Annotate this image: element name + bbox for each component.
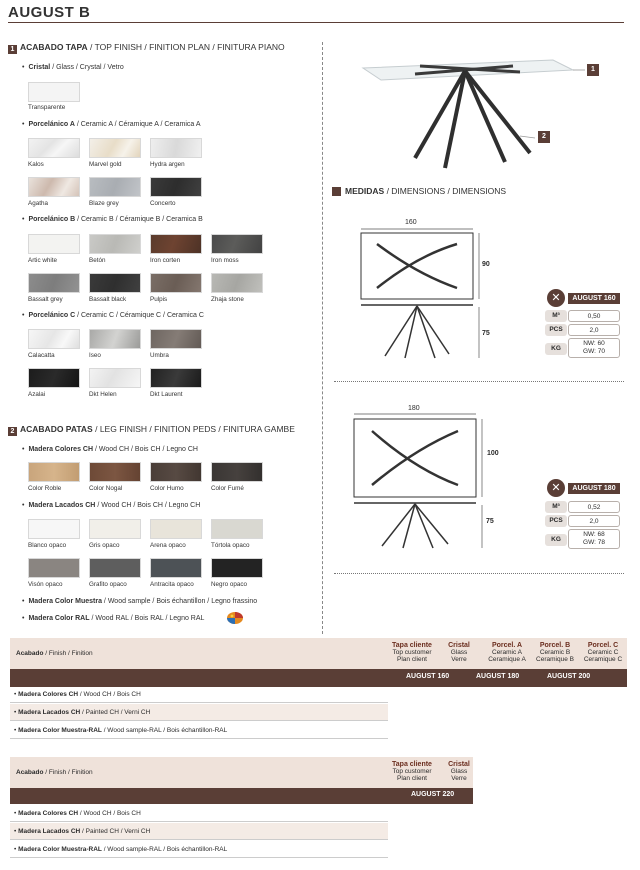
swatch-marvel-gold[interactable]	[89, 138, 141, 158]
dim-160-width: 160	[405, 219, 417, 226]
section-number: 2	[8, 427, 17, 436]
table1-row-label: • Madera Color Muestra-RAL / Wood sample-RAL / Bois échantillon-RAL	[14, 727, 228, 734]
spec-180-nw: NW: 68	[583, 531, 605, 538]
table1-col-tapa	[386, 642, 438, 663]
page-title: AUGUST B	[8, 4, 91, 21]
col-sub: Verre	[451, 656, 467, 663]
swatch-gris-opaco[interactable]	[89, 519, 141, 539]
subhead-rest: / Ceramic B / Céramique B / Ceramica B	[75, 216, 203, 223]
col-title: Cristal	[448, 761, 470, 768]
col-sub: Plan client	[397, 656, 427, 663]
table2-acabado-label	[16, 769, 93, 776]
swatch-label: Kalos	[28, 161, 44, 168]
subhead-bold: Porcelánico B	[28, 216, 76, 223]
swatch-label: Calacatta	[28, 352, 55, 359]
swatch-label: Antracita opaco	[150, 581, 194, 588]
swatch-zhaja-stone[interactable]	[211, 273, 263, 293]
subhead-rest: / Wood sample / Bois échantillon / Legno frassino	[101, 598, 258, 605]
swatch-iron-corten[interactable]	[150, 234, 202, 254]
table1-model: AUGUST 160	[406, 673, 450, 680]
dim-180-width: 180	[408, 405, 420, 412]
swatch-calacatta[interactable]	[28, 329, 80, 349]
swatch-tortola-opaco[interactable]	[211, 519, 263, 539]
swatch-label: Arena opaco	[150, 542, 186, 549]
swatch-antracita-opaco[interactable]	[150, 558, 202, 578]
swatch-negro-opaco[interactable]	[211, 558, 263, 578]
callout-top: 1	[587, 64, 599, 76]
col-sub: Top customer	[392, 768, 432, 775]
product-photo	[345, 40, 585, 175]
swatch-beton[interactable]	[89, 234, 141, 254]
swatch-blanco-opaco[interactable]	[28, 519, 80, 539]
section-top-finish-heading	[8, 42, 285, 54]
swatch-label: Bassalt grey	[28, 296, 63, 303]
subhead-bold: Madera Color Muestra	[28, 598, 102, 605]
spec-160-value: 0,50	[568, 310, 620, 322]
swatch-label: Blanco opaco	[28, 542, 67, 549]
acabado-bold: Acabado	[16, 769, 44, 776]
subhead-madera-lacados-ch: • Madera Lacados CH / Wood CH / Bois CH / Legno CH	[22, 502, 201, 509]
swatch-color-roble[interactable]	[28, 462, 80, 482]
divider-dotted	[334, 381, 624, 382]
subhead-bold: Madera Color RAL	[28, 615, 90, 622]
table1-model: AUGUST 180	[476, 673, 520, 680]
swatch-grafito-opaco[interactable]	[89, 558, 141, 578]
dim-180-depth: 100	[487, 450, 499, 457]
spec-180-key: M³	[545, 501, 567, 513]
title-rule	[8, 22, 624, 23]
spec-180-weight	[568, 529, 620, 549]
table1-model-bar	[10, 669, 627, 687]
section-heading-bold: ACABADO PATAS	[20, 424, 93, 434]
col-title: Tapa cliente	[392, 761, 432, 768]
swatch-label: Betón	[89, 257, 106, 264]
spec-180-name: AUGUST 180	[568, 483, 620, 494]
dim-160-depth: 90	[482, 261, 490, 268]
swatch-pulpis[interactable]	[150, 273, 202, 293]
swatch-label: Transparente	[28, 104, 66, 111]
swatch-dkt-helen[interactable]	[89, 368, 141, 388]
subhead-bold: Madera Lacados CH	[28, 502, 96, 509]
row-rest: / Painted CH / Verni CH	[80, 709, 151, 716]
col-title: Cristal	[448, 642, 470, 649]
subhead-madera-colores-ch: • Madera Colores CH / Wood CH / Bois CH / Legno CH	[22, 446, 198, 453]
callout-legs: 2	[538, 131, 550, 143]
subhead-madera-color-muestra: • Madera Color Muestra / Wood sample / Bois échantillon / Legno frassino	[22, 598, 258, 605]
subhead-porcelanico-a: • Porcelánico A / Ceramic A / Céramique A / Ceramica A	[22, 121, 201, 128]
acabado-rest: / Finish / Finition	[43, 650, 93, 657]
spec-180-value: 2,0	[568, 515, 620, 527]
swatch-arena-opaco[interactable]	[150, 519, 202, 539]
spec-180-key: PCS	[545, 515, 567, 527]
swatch-label: Azalai	[28, 391, 46, 398]
table2-model-bar	[10, 788, 473, 804]
dim-180-height: 75	[486, 518, 494, 525]
row-rest: / Wood CH / Bois CH	[78, 810, 141, 817]
table1-row-label: • Madera Lacados CH / Painted CH / Verni CH	[14, 709, 151, 716]
section-heading-bold: ACABADO TAPA	[20, 42, 88, 52]
swatch-vison-opaco[interactable]	[28, 558, 80, 578]
swatch-concerto[interactable]	[150, 177, 202, 197]
table1-col-porcel-b	[530, 642, 580, 663]
swatch-label: Artic white	[28, 257, 58, 264]
swatch-label: Grafito opaco	[89, 581, 127, 588]
table2-row-label: • Madera Lacados CH / Painted CH / Verni CH	[14, 828, 151, 835]
swatch-label: Dkt Laurent	[150, 391, 183, 398]
row-bold: Madera Colores CH	[18, 810, 79, 817]
table1-col-porcel-a	[482, 642, 532, 663]
col-sub: Ceramic C	[587, 649, 619, 656]
drawing-august-180	[348, 411, 498, 551]
row-bold: Madera Lacados CH	[18, 709, 81, 716]
swatch-label: Umbra	[150, 352, 169, 359]
swatch-label: Agatha	[28, 200, 48, 207]
table1-col-porcel-c	[578, 642, 628, 663]
section-heading-rest: / LEG FINISH / FINITION PEDS / FINITURA GAMBE	[92, 424, 295, 434]
row-rest: / Wood sample-RAL / Bois échantillon-RAL	[101, 727, 228, 734]
row-bold: Madera Lacados CH	[18, 828, 81, 835]
col-sub: Plan client	[397, 775, 427, 782]
swatch-label: Hydra argen	[150, 161, 185, 168]
spec-160-key: PCS	[545, 324, 567, 336]
table2-row-label: • Madera Colores CH / Wood CH / Bois CH	[14, 810, 141, 817]
swatch-kalos[interactable]	[28, 138, 80, 158]
swatch-bassalt-black[interactable]	[89, 273, 141, 293]
section-leg-finish-heading	[8, 424, 295, 436]
subhead-bold: Porcelánico C	[28, 312, 76, 319]
swatch-label: Iseo	[89, 352, 101, 359]
swatch-label: Color Fumé	[211, 485, 244, 492]
drawing-august-160	[355, 226, 495, 366]
swatch-label: Iron moss	[211, 257, 239, 264]
swatch-label: Pulpis	[150, 296, 168, 303]
swatch-color-fume[interactable]	[211, 462, 263, 482]
section-number: 1	[8, 45, 17, 54]
col-sub: Ceramique C	[583, 656, 623, 663]
spec-180-value: 0,52	[568, 501, 620, 513]
col-sub: Glass	[450, 768, 468, 775]
table2-col-tapa	[386, 761, 438, 782]
row-rest: / Painted CH / Verni CH	[80, 828, 151, 835]
swatch-label: Tórtola opaco	[211, 542, 250, 549]
tools-icon: ✕	[547, 289, 565, 307]
swatch-label: Color Humo	[150, 485, 184, 492]
swatch-color-nogal[interactable]	[89, 462, 141, 482]
swatch-label: Zhaja stone	[211, 296, 244, 303]
section-heading-rest: / TOP FINISH / FINITION PLAN / FINITURA PIANO	[87, 42, 285, 52]
col-sub: Ceramique B	[536, 656, 574, 663]
subhead-rest: / Ceramic C / Céramique C / Ceramica C	[75, 312, 204, 319]
swatch-umbra[interactable]	[150, 329, 202, 349]
col-title: Porcel. C	[587, 642, 619, 649]
swatch-label: Concerto	[150, 200, 176, 207]
swatch-label: Marvel gold	[89, 161, 122, 168]
swatch-label: Gris opaco	[89, 542, 120, 549]
table2-model: AUGUST 220	[411, 791, 455, 798]
medidas-bold: MEDIDAS	[345, 186, 385, 196]
col-title: Porcel. A	[491, 642, 523, 649]
swatch-label: Visón opaco	[28, 581, 63, 588]
swatch-label: Color Nogal	[89, 485, 123, 492]
row-bold: Madera Color Muestra-RAL	[18, 727, 102, 734]
tools-icon: ✕	[547, 479, 565, 497]
subhead-rest: / Wood CH / Bois CH / Legno CH	[93, 446, 198, 453]
spec-160-nw: NW: 60	[583, 340, 605, 347]
swatch-label: Blaze grey	[89, 200, 119, 207]
swatch-blaze-grey[interactable]	[89, 177, 141, 197]
subhead-bold: Madera Colores CH	[28, 446, 94, 453]
swatch-transparente[interactable]	[28, 82, 80, 102]
medidas-rest: / DIMENSIONS / DIMENSIONS	[384, 186, 507, 196]
subhead-porcelanico-b: • Porcelánico B / Ceramic B / Céramique B / Ceramica B	[22, 216, 203, 223]
col-sub: Ceramique A	[488, 656, 526, 663]
table1-col-cristal	[438, 642, 480, 663]
spec-180-key: KG	[545, 534, 567, 546]
swatch-label: Bassalt black	[89, 296, 127, 303]
table1-row-label: • Madera Colores CH / Wood CH / Bois CH	[14, 691, 141, 698]
col-sub: Ceramic B	[539, 649, 571, 656]
swatch-iseo[interactable]	[89, 329, 141, 349]
column-divider	[322, 42, 323, 634]
row-bold: Madera Color Muestra-RAL	[18, 846, 102, 853]
spec-160-key: KG	[545, 343, 567, 355]
swatch-artic-white[interactable]	[28, 234, 80, 254]
medidas-heading	[345, 186, 506, 196]
spec-160-gw: GW: 70	[583, 348, 605, 355]
divider-dotted	[334, 573, 624, 574]
acabado-bold: Acabado	[16, 650, 44, 657]
dim-160-height: 75	[482, 330, 490, 337]
subhead-madera-color-ral: • Madera Color RAL / Wood RAL / Bois RAL / Legno RAL	[22, 615, 205, 622]
swatch-label: Negro opaco	[211, 581, 248, 588]
swatch-azalai[interactable]	[28, 368, 80, 388]
spec-160-weight	[568, 338, 620, 358]
swatch-label: Dkt Helen	[89, 391, 117, 398]
swatch-hydra-argen[interactable]	[150, 138, 202, 158]
spec-160-value: 2,0	[568, 324, 620, 336]
swatch-label: Color Roble	[28, 485, 62, 492]
spec-160-name: AUGUST 160	[568, 293, 620, 304]
subhead-bold: Porcelánico A	[28, 121, 75, 128]
medidas-marker	[332, 187, 341, 196]
row-rest: / Wood sample-RAL / Bois échantillon-RAL	[101, 846, 228, 853]
subhead-porcelanico-c: • Porcelánico C / Ceramic C / Céramique C / Ceramica C	[22, 312, 204, 319]
swatch-agatha[interactable]	[28, 177, 80, 197]
col-sub: Top customer	[392, 649, 432, 656]
swatch-color-humo[interactable]	[150, 462, 202, 482]
swatch-dkt-laurent[interactable]	[150, 368, 202, 388]
col-title: Tapa cliente	[392, 642, 432, 649]
table1-model: AUGUST 200	[547, 673, 591, 680]
table2-row-label: • Madera Color Muestra-RAL / Wood sample-RAL / Bois échantillon-RAL	[14, 846, 228, 853]
spec-180-gw: GW: 78	[583, 539, 605, 546]
table1-acabado-label	[16, 650, 93, 657]
subhead-rest: / Wood CH / Bois CH / Legno CH	[95, 502, 201, 509]
col-sub: Verre	[451, 775, 467, 782]
row-rest: / Wood CH / Bois CH	[78, 691, 141, 698]
subhead-bold: Cristal	[28, 64, 51, 71]
subhead-rest: / Ceramic A / Céramique A / Ceramica A	[74, 121, 201, 128]
subhead-cristal: • Cristal / Glass / Crystal / Vetro	[22, 64, 124, 71]
swatch-iron-moss[interactable]	[211, 234, 263, 254]
col-sub: Glass	[450, 649, 468, 656]
spec-160-key: M³	[545, 310, 567, 322]
subhead-rest: / Wood RAL / Bois RAL / Legno RAL	[89, 615, 205, 622]
col-title: Porcel. B	[539, 642, 571, 649]
color-palette-icon	[226, 611, 244, 625]
subhead-rest: / Glass / Crystal / Vetro	[50, 64, 124, 71]
swatch-bassalt-grey[interactable]	[28, 273, 80, 293]
swatch-label: Iron corten	[150, 257, 181, 264]
acabado-rest: / Finish / Finition	[43, 769, 93, 776]
row-bold: Madera Colores CH	[18, 691, 79, 698]
col-sub: Ceramic A	[492, 649, 522, 656]
table2-col-cristal	[438, 761, 480, 782]
